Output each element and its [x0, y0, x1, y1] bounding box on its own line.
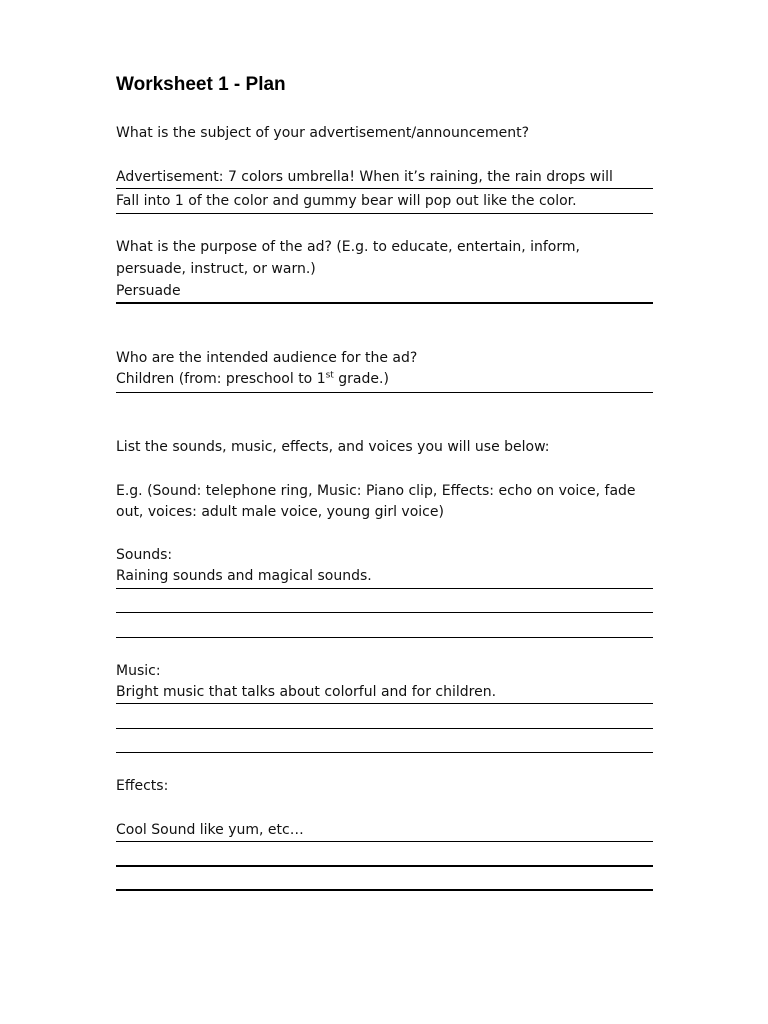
answer-rule: [116, 752, 653, 753]
answer-rule: [116, 637, 653, 638]
subject-answer-line-1: Advertisement: 7 colors umbrella! When it’s raining, the rain drops will: [116, 169, 613, 185]
answer-rule: [116, 392, 653, 393]
ordinal-suffix: st: [325, 370, 334, 381]
audience-answer: [116, 370, 389, 388]
audience-question: Who are the intended audience for the ad?: [116, 350, 418, 366]
effects-answer: Cool Sound like yum, etc…: [116, 822, 304, 838]
answer-rule: [116, 841, 653, 842]
answer-rule: [116, 213, 653, 214]
answer-rule: [116, 188, 653, 189]
subject-question: What is the subject of your advertisement/announcement?: [116, 125, 530, 141]
subject-answer-line-2: Fall into 1 of the color and gummy bear will pop out like the color.: [116, 193, 577, 209]
sounds-answer: Raining sounds and magical sounds.: [116, 568, 372, 584]
answer-rule: [116, 588, 653, 589]
music-answer: Bright music that talks about colorful and for children.: [116, 684, 497, 700]
purpose-answer: Persuade: [116, 283, 181, 299]
elements-example-line-1: E.g. (Sound: telephone ring, Music: Piano clip, Effects: echo on voice, fade: [116, 483, 636, 499]
elements-prompt: List the sounds, music, effects, and voices you will use below:: [116, 439, 550, 455]
effects-label: Effects:: [116, 778, 169, 794]
music-label: Music:: [116, 663, 161, 679]
answer-rule: [116, 703, 653, 704]
answer-rule: [116, 728, 653, 729]
audience-answer-tail: grade.): [333, 371, 389, 387]
worksheet-title: Worksheet 1 - Plan: [116, 74, 286, 95]
answer-rule: [116, 612, 653, 613]
answer-rule: [116, 865, 653, 867]
elements-example-line-2: out, voices: adult male voice, young girl voice): [116, 504, 444, 520]
audience-answer-text: Children (from: preschool to 1: [116, 371, 326, 387]
answer-rule: [116, 302, 653, 304]
sounds-label: Sounds:: [116, 547, 173, 563]
purpose-question-line-1: What is the purpose of the ad? (E.g. to educate, entertain, inform,: [116, 239, 580, 255]
purpose-question-line-2: persuade, instruct, or warn.): [116, 261, 316, 277]
answer-rule: [116, 889, 653, 891]
